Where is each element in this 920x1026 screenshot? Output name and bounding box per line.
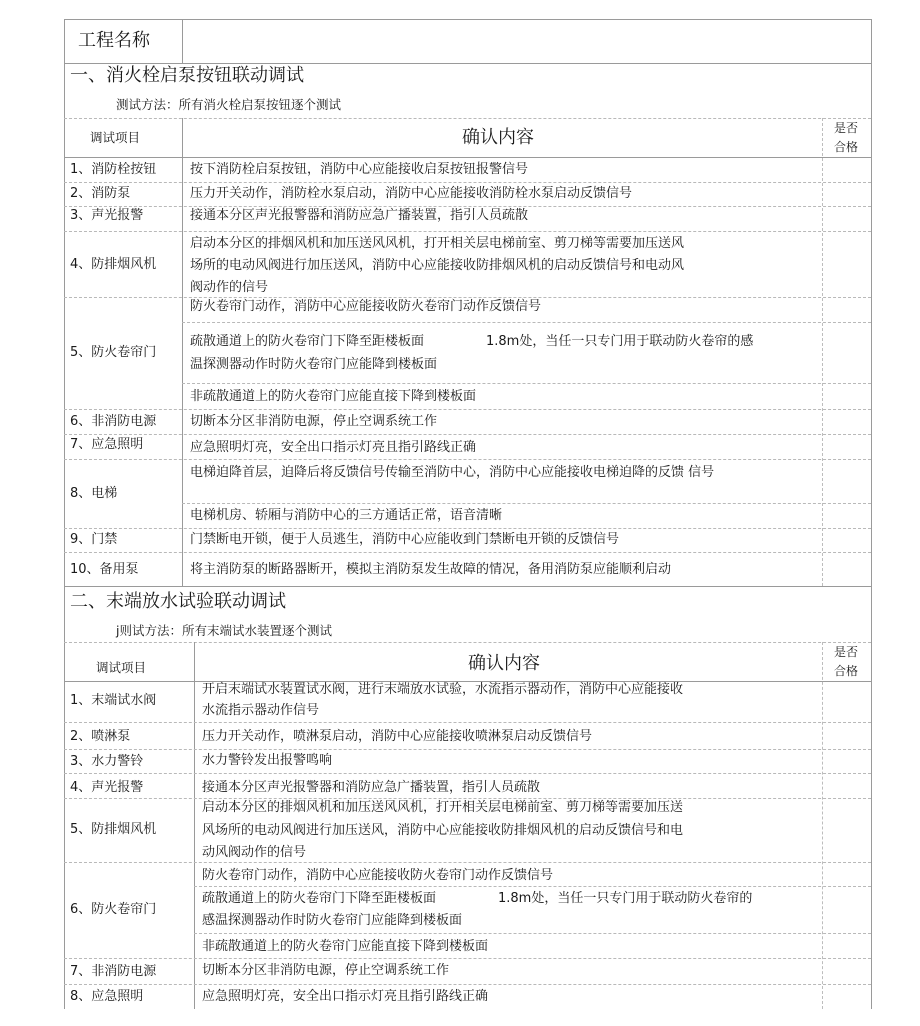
s1-row-4-content-line-1: 启动本分区的排烟风机和加压送风风机，打开相关层电梯前室、剪刀梯等需要加压送风 bbox=[190, 236, 685, 251]
s2-row-5-content-line-2: 风场所的电动风阀进行加压送风，消防中心应能接收防排烟风机的启动反馈信号和电 bbox=[202, 823, 684, 838]
section-2-header-item: 调试项目 bbox=[96, 660, 147, 675]
s2-row-2-content: 压力开关动作，喷淋泵启动，消防中心应能接收喷淋泵启动反馈信号 bbox=[202, 729, 593, 744]
s1-row-5-sub-2c: 温探测器动作时防火卷帘门应能降到楼板面 bbox=[190, 357, 438, 372]
section-2-header-content: 确认内容 bbox=[468, 653, 540, 674]
s2-row-6-item: 6、防火卷帘门 bbox=[70, 902, 157, 917]
section-1-header-item: 调试项目 bbox=[90, 130, 141, 145]
section-2-test-method: j则试方法：所有末端试水装置逐个测试 bbox=[116, 623, 332, 638]
s1-row-4-content-line-2: 场所的电动风阀进行加压送风，消防中心应能接收防排烟风机的启动反馈信号和电动风 bbox=[190, 258, 685, 273]
s1-row-5-item: 5、防火卷帘门 bbox=[70, 345, 157, 360]
s1-row-10-content: 将主消防泵的断路器断开，模拟主消防泵发生故障的情况，备用消防泵应能顺利启动 bbox=[190, 562, 672, 577]
s1-row-6-item: 6、非消防电源 bbox=[70, 414, 157, 429]
section-1-header-pass: 是否 合格 bbox=[833, 121, 858, 154]
s1-row-5-sub-2a: 疏散通道上的防火卷帘门下降至距楼板面 bbox=[190, 334, 425, 349]
s1-row-9-content: 门禁断电开锁，便于人员逃生，消防中心应能收到门禁断电开锁的反馈信号 bbox=[190, 532, 620, 547]
s1-row-4-content-line-3: 阀动作的信号 bbox=[190, 280, 269, 295]
s1-row-5-sub-1: 防火卷帘门动作，消防中心应能接收防火卷帘门动作反馈信号 bbox=[190, 299, 542, 314]
s2-row-7-item: 7、非消防电源 bbox=[70, 964, 157, 979]
s2-row-3-item: 3、水力警铃 bbox=[70, 754, 144, 769]
s2-row-1-content-line-1: 开启末端试水装置试水阀，进行末端放水试验，水流指示器动作，消防中心应能接收 bbox=[202, 682, 684, 697]
s1-row-3-content: 接通本分区声光报警器和消防应急广播装置，指引人员疏散 bbox=[190, 208, 529, 223]
s2-row-3-content: 水力警铃发出报警鸣响 bbox=[202, 753, 333, 768]
s2-row-5-content-line-1: 启动本分区的排烟风机和加压送风风机，打开相关层电梯前室、剪刀梯等需要加压送 bbox=[202, 800, 684, 815]
s2-row-8-item: 8、应急照明 bbox=[70, 989, 144, 1004]
project-name-label: 工程名称 bbox=[78, 30, 150, 51]
s1-row-9-item: 9、门禁 bbox=[70, 532, 118, 547]
s1-row-5-sub-3: 非疏散通道上的防火卷帘门应能直接下降到楼板面 bbox=[190, 389, 477, 404]
s2-row-6-sub-2b: 1.8m处，当任一只专门用于联动防火卷帘的 bbox=[498, 891, 753, 906]
section-1-test-method: 测试方法：所有消火栓启泵按钮逐个测试 bbox=[116, 97, 342, 112]
s2-row-1-content-line-2: 水流指示器动作信号 bbox=[202, 703, 320, 718]
section-2-header-pass: 是否 合格 bbox=[833, 645, 858, 678]
s1-row-7-item: 7、应急照明 bbox=[70, 437, 144, 452]
s2-row-2-item: 2、喷淋泵 bbox=[70, 729, 131, 744]
s2-row-6-sub-3: 非疏散通道上的防火卷帘门应能直接下降到楼板面 bbox=[202, 939, 489, 954]
s1-row-3-item: 3、声光报警 bbox=[70, 208, 144, 223]
s1-row-10-item: 10、备用泵 bbox=[70, 562, 139, 577]
s2-row-8-content: 应急照明灯亮，安全出口指示灯亮且指引路线正确 bbox=[202, 989, 489, 1004]
s1-row-8-sub-1: 电梯迫降首层，迫降后将反馈信号传输至消防中心，消防中心应能接收电梯迫降的反馈 信号 bbox=[190, 465, 715, 480]
s1-row-2-content: 压力开关动作，消防栓水泵启动，消防中心应能接收消防栓水泵启动反馈信号 bbox=[190, 186, 633, 201]
s2-row-5-content-line-3: 动风阀动作的信号 bbox=[202, 845, 307, 860]
s1-row-8-sub-2: 电梯机房、轿厢与消防中心的三方通话正常，语音清晰 bbox=[190, 508, 503, 523]
s1-row-4-item: 4、防排烟风机 bbox=[70, 257, 157, 272]
s1-row-1-content: 按下消防栓启泵按钮，消防中心应能接收启泵按钮报警信号 bbox=[190, 162, 529, 177]
s1-row-7-content: 应急照明灯亮，安全出口指示灯亮且指引路线正确 bbox=[190, 440, 477, 455]
s1-row-8-item: 8、电梯 bbox=[70, 486, 118, 501]
table-top-border bbox=[64, 19, 871, 20]
section-2-title: 二、末端放水试验联动调试 bbox=[70, 591, 286, 612]
s2-row-4-item: 4、声光报警 bbox=[70, 780, 144, 795]
s2-row-5-item: 5、防排烟风机 bbox=[70, 822, 157, 837]
s1-row-1-item: 1、消防栓按钮 bbox=[70, 162, 157, 177]
section-1-header-content: 确认内容 bbox=[462, 127, 534, 148]
table-left-border bbox=[64, 19, 65, 1009]
s2-row-7-content: 切断本分区非消防电源，停止空调系统工作 bbox=[202, 963, 450, 978]
section-1-title: 一、消火栓启泵按钮联动调试 bbox=[70, 65, 304, 86]
s1-row-5-sub-2b: 1.8m处，当任一只专门用于联动防火卷帘的感 bbox=[486, 334, 754, 349]
s2-row-6-sub-2c: 感温探测器动作时防火卷帘门应能降到楼板面 bbox=[202, 913, 463, 928]
s2-row-4-content: 接通本分区声光报警器和消防应急广播装置，指引人员疏散 bbox=[202, 780, 541, 795]
s2-row-6-sub-2a: 疏散通道上的防火卷帘门下降至距楼板面 bbox=[202, 891, 437, 906]
s2-row-1-item: 1、末端试水阀 bbox=[70, 693, 157, 708]
table-right-border bbox=[871, 19, 872, 1009]
s1-row-2-item: 2、消防泵 bbox=[70, 186, 131, 201]
s1-row-6-content: 切断本分区非消防电源，停止空调系统工作 bbox=[190, 414, 438, 429]
s2-row-6-sub-1: 防火卷帘门动作，消防中心应能接收防火卷帘门动作反馈信号 bbox=[202, 868, 554, 883]
